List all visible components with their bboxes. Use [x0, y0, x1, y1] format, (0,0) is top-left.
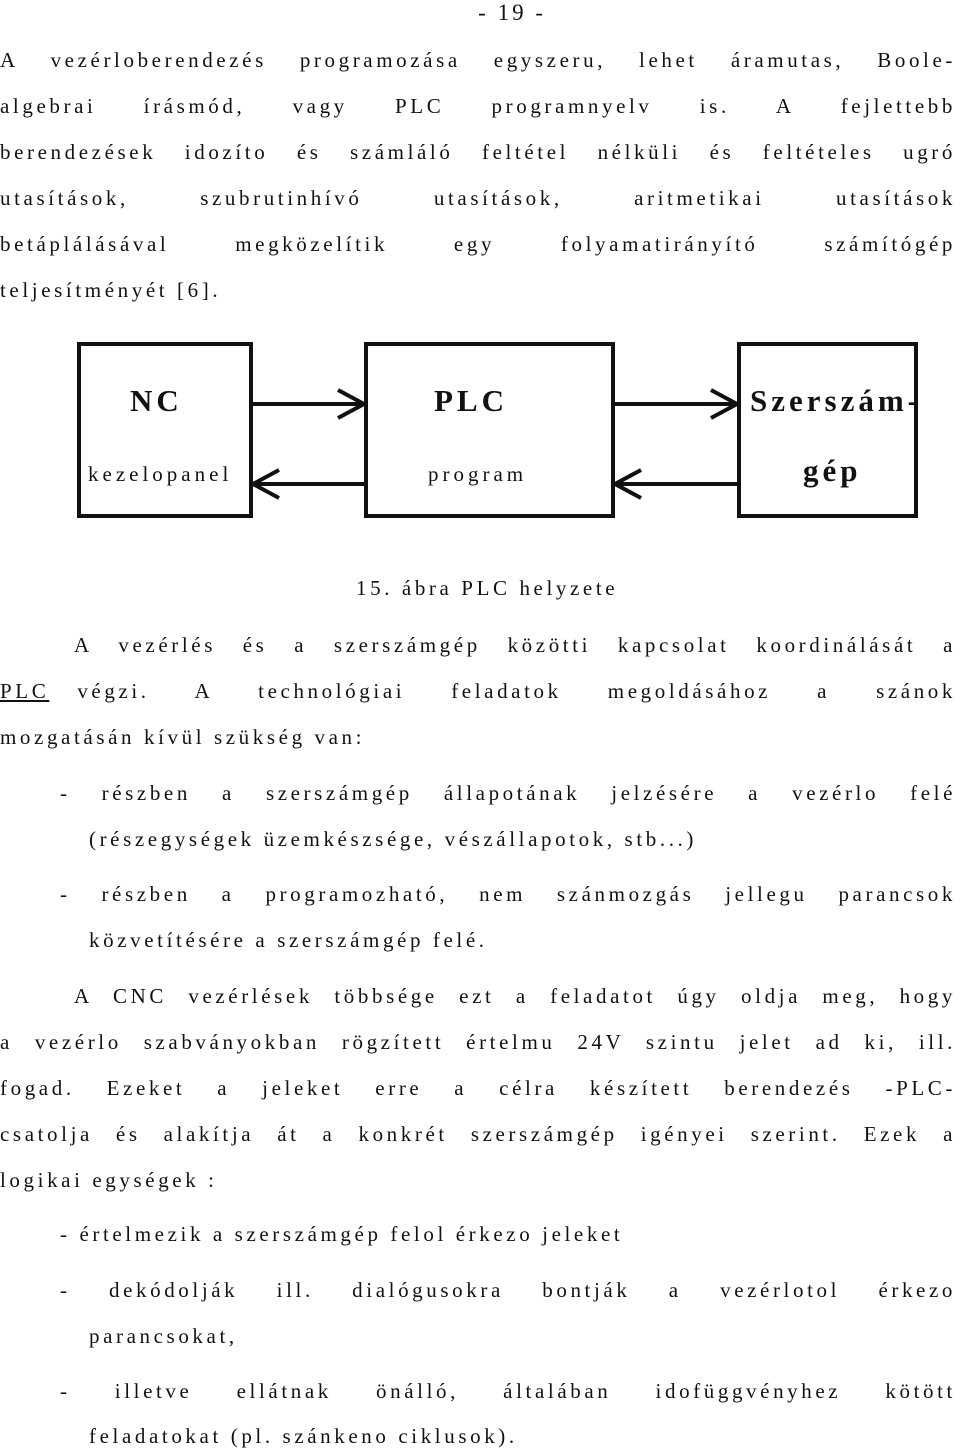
plc-title: PLC: [434, 383, 508, 418]
list2-item-2-line-2: parancsokat,: [89, 1324, 238, 1348]
para2-line-1: A vezérlés és a szerszámgép közötti kapcsolat koordinálását a: [74, 633, 956, 657]
para1-line-4: utasítások, szubrutinhívó utasítások, aritmetikai utasítások: [0, 186, 956, 210]
para3-line-1: A CNC vezérlések többsége ezt a feladatot úgy oldja meg, hogy: [74, 984, 956, 1008]
page-number: - 19 -: [478, 0, 546, 25]
list2-item-3-line-1: - illetve ellátnak önálló, általában idofüggvényhez kötött: [60, 1379, 956, 1403]
diagram-graphics: [0, 335, 960, 535]
plc-box: [366, 344, 613, 516]
figure-caption: 15. ábra PLC helyzete: [356, 576, 619, 600]
nc-title: NC: [130, 383, 183, 418]
list2-item-1-line-1: - értelmezik a szerszámgép felol érkezo jeleket: [60, 1222, 624, 1246]
machine-title: Szerszám-: [750, 383, 922, 418]
para2-line-2-rest: végzi. A technológiai feladatok megoldásához a szánok: [77, 679, 956, 703]
list1-item-2-line-1: - részben a programozható, nem szánmozgás jellegu parancsok: [60, 882, 956, 906]
machine-subtitle: gép: [803, 453, 862, 488]
nc-box: [79, 344, 251, 516]
para2-line-2: [0, 677, 956, 705]
plc-diagram: [0, 335, 960, 535]
para1-line-6: teljesítményét [6].: [0, 278, 222, 302]
nc-subtitle: kezelopanel: [88, 462, 233, 486]
para1-line-1: A vezérloberendezés programozása egyszeru, lehet áramutas, Boole-: [0, 48, 956, 72]
list1-item-2-line-2: közvetítésére a szerszámgép felé.: [89, 928, 488, 952]
list1-item-1-line-2: (részegységek üzemkészsége, vészállapotok, stb...): [89, 827, 697, 851]
para3-line-5: logikai egységek :: [0, 1168, 218, 1192]
list1-item-1-line-1: - részben a szerszámgép állapotának jelzésére a vezérlo felé: [60, 781, 956, 805]
machine-box: [739, 344, 916, 516]
list2-item-2-line-1: - dekódolják ill. dialógusokra bontják a vezérlotol érkezo: [60, 1278, 956, 1302]
para1-line-5: betáplálásával megközelítik egy folyamatirányító számítógép: [0, 232, 956, 256]
plc-subtitle: program: [428, 462, 528, 486]
para1-line-2: algebrai írásmód, vagy PLC programnyelv is. A fejlettebb: [0, 94, 956, 118]
para3-line-4: csatolja és alakítja át a konkrét szerszámgép igényei szerint. Ezek a: [0, 1122, 956, 1146]
list2-item-3-line-2: feladatokat (pl. szánkeno ciklusok).: [89, 1424, 518, 1448]
para3-line-2: a vezérlo szabványokban rögzített értelmu 24V szintu jelet ad ki, ill.: [0, 1030, 956, 1054]
para1-line-3: berendezések idozíto és számláló feltétel nélküli és feltételes ugró: [0, 140, 956, 164]
para2-line-3: mozgatásán kívül szükség van:: [0, 725, 366, 749]
para3-line-3: fogad. Ezeket a jeleket erre a célra készített berendezés -PLC-: [0, 1076, 956, 1100]
para2-plc-underlined: PLC: [0, 679, 50, 703]
